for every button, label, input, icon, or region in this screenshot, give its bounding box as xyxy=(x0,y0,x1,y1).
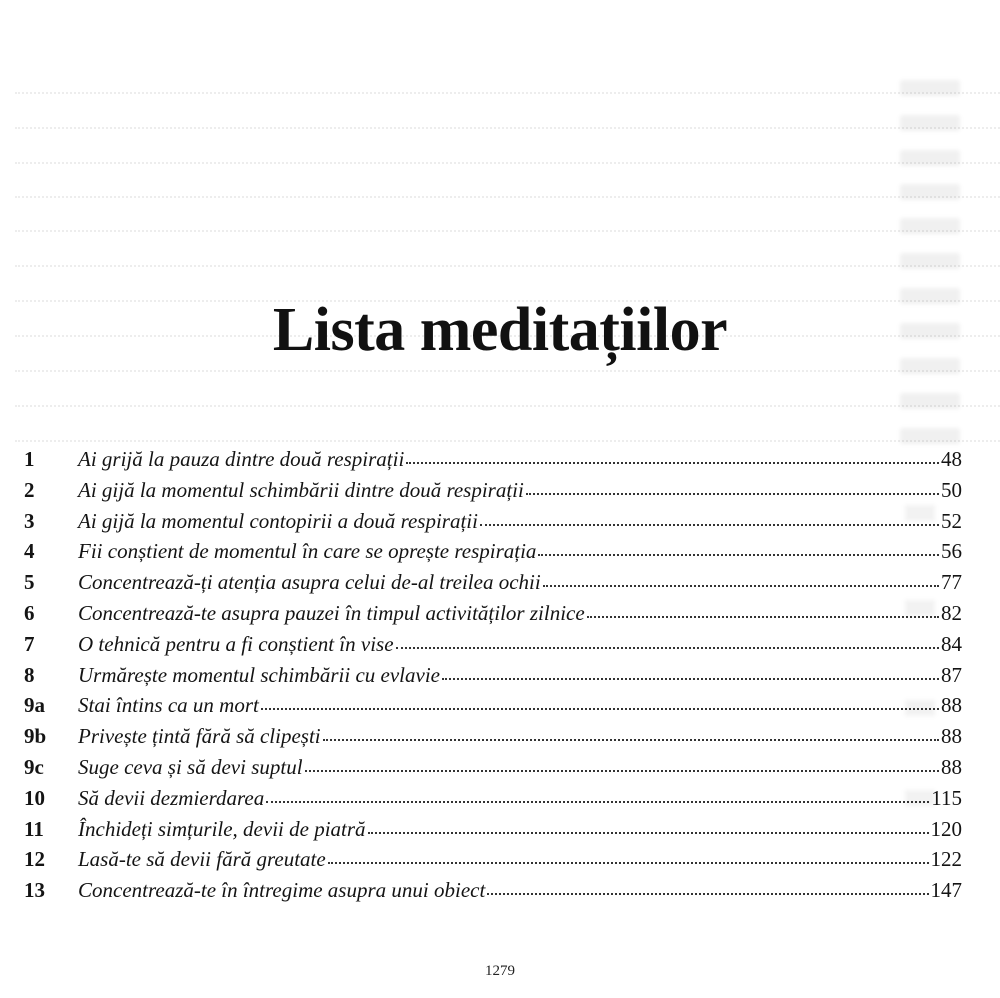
entry-number: 5 xyxy=(24,570,35,595)
entry-title: O tehnică pentru a fi conștient în vise xyxy=(78,631,394,656)
dot-leader xyxy=(328,861,929,864)
entry-number: 7 xyxy=(24,631,35,656)
entry-title: Închideți simțurile, devii de piatră xyxy=(78,816,366,841)
dot-leader xyxy=(487,892,928,895)
entry-title: Ai grijă la pauza dintre două respirații xyxy=(78,447,405,471)
toc-entry xyxy=(24,570,962,601)
toc-entry xyxy=(24,509,962,540)
toc-entry xyxy=(24,632,962,663)
entry-number: 8 xyxy=(24,662,35,687)
entry-page-number: 84 xyxy=(941,631,962,656)
entry-title: Ai gijă la momentul schimbării dintre două respirații xyxy=(78,477,524,502)
toc-entry xyxy=(24,755,962,786)
entry-page-number: 115 xyxy=(931,785,962,810)
toc-entry xyxy=(24,817,962,848)
dot-leader xyxy=(261,707,939,710)
entry-page-number: 48 xyxy=(941,447,962,471)
dot-leader xyxy=(538,553,939,556)
entry-title: Stai întins ca un mort xyxy=(78,693,259,718)
entry-page-number: 52 xyxy=(941,508,962,533)
entry-title: Concentrează-te asupra pauzei în timpul activităților zilnice xyxy=(78,600,585,625)
dot-leader xyxy=(368,831,929,834)
dot-leader xyxy=(543,584,939,587)
dot-leader xyxy=(323,738,939,741)
entry-page-number: 88 xyxy=(941,693,962,718)
entry-number: 10 xyxy=(24,785,45,810)
entry-title: Privește țintă fără să clipești xyxy=(78,724,321,749)
entry-number: 9a xyxy=(24,693,45,718)
entry-number: 13 xyxy=(24,878,45,903)
toc-entry xyxy=(24,847,962,878)
dot-leader xyxy=(266,800,929,803)
toc-entry xyxy=(24,878,962,909)
entry-number: 11 xyxy=(24,816,44,841)
entry-number: 12 xyxy=(24,847,45,872)
entry-number: 3 xyxy=(24,508,35,533)
entry-page-number: 88 xyxy=(941,724,962,749)
entry-title: Ai gijă la momentul contopirii a două respirații xyxy=(78,508,478,533)
dot-leader xyxy=(587,615,939,618)
entry-page-number: 147 xyxy=(930,878,962,903)
entry-title: Concentrează-ți atenția asupra celui de-al treilea ochii xyxy=(78,570,541,595)
entry-page-number: 122 xyxy=(930,847,962,872)
dot-leader xyxy=(480,523,939,526)
entry-page-number: 50 xyxy=(941,477,962,502)
page-title: Lista meditațiilor xyxy=(272,296,728,364)
toc-entry xyxy=(24,724,962,755)
entry-title: Să devii dezmierdarea xyxy=(78,785,265,810)
entry-page-number: 88 xyxy=(941,754,962,779)
entry-number: 4 xyxy=(24,539,35,564)
entry-page-number: 82 xyxy=(941,600,962,625)
entry-number: 1 xyxy=(24,447,35,471)
dot-leader xyxy=(396,646,939,649)
dot-leader xyxy=(305,769,939,772)
toc-entry xyxy=(24,539,962,570)
entry-title: Fii conștient de momentul în care se oprește respirația xyxy=(78,539,537,564)
toc-entry xyxy=(24,447,962,478)
dot-leader xyxy=(526,492,939,495)
dot-leader xyxy=(442,677,939,680)
toc-entry xyxy=(24,786,962,817)
table-of-contents xyxy=(24,447,962,909)
entry-page-number: 120 xyxy=(930,816,962,841)
entry-page-number: 77 xyxy=(941,570,962,595)
entry-number: 9c xyxy=(24,754,44,779)
entry-page-number: 87 xyxy=(941,662,962,687)
entry-title: Concentrează-te în întregime asupra unui obiect xyxy=(78,878,486,903)
entry-title: Lasă-te să devii fără greutate xyxy=(78,847,326,872)
entry-title: Suge ceva și să devi suptul xyxy=(78,754,303,779)
entry-page-number: 56 xyxy=(941,539,962,564)
dot-leader xyxy=(406,461,939,464)
toc-entry xyxy=(24,693,962,724)
toc-entry xyxy=(24,601,962,632)
entry-number: 2 xyxy=(24,477,35,502)
entry-number: 9b xyxy=(24,724,47,749)
entry-title: Urmărește momentul schimbării cu evlavie xyxy=(78,662,440,687)
toc-entry xyxy=(24,663,962,694)
entry-number: 6 xyxy=(24,600,35,625)
toc-entry xyxy=(24,478,962,509)
footer-page-number: 1279 xyxy=(485,963,515,979)
